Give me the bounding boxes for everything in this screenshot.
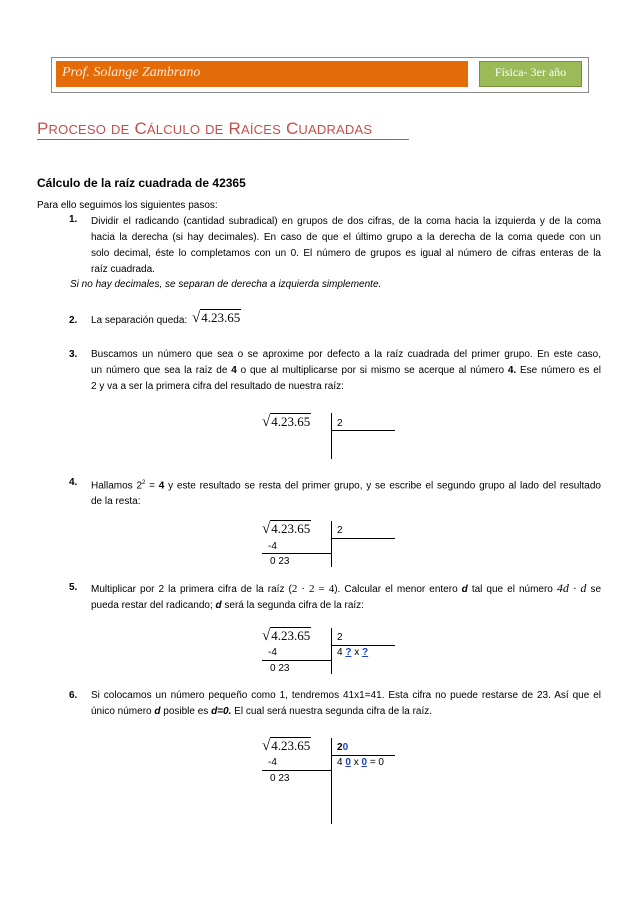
radical-expression-1: √4.23.65 bbox=[192, 310, 241, 326]
step-4-number: 4. bbox=[69, 477, 78, 488]
step-3-number: 3. bbox=[69, 349, 78, 360]
division-vertical-line bbox=[331, 628, 332, 674]
remainder: 0 23 bbox=[270, 663, 290, 674]
step-6-text: Si colocamos un número pequeño como 1, tendremos 41x1=41. Esta cifra no puede restarse de 23. Así que el único número d posible es d=0. El cual será nuestra segunda cifra de la raíz. bbox=[91, 690, 601, 717]
step-2-text: La separación queda: bbox=[91, 315, 188, 326]
step-1-text: Dividir el radicando (cantidad subradical) en grupos de dos cifras, de la coma hacia la izquierda y de la coma hacia la derecha (si hay decimales). En caso de que el último grupo a la derecha de la coma quede con un solo decimal, éste lo completamos con un 0. El número de grupos es igual al número de cifras enteras de la raíz cuadrada. bbox=[91, 216, 601, 275]
radical-expression-5: √4.23.65 bbox=[262, 738, 311, 754]
remainder: 0 23 bbox=[270, 556, 290, 567]
subtract-four: -4 bbox=[268, 757, 277, 768]
trial-product: 4 ? x ? bbox=[337, 647, 369, 658]
radical-expression-2: √4.23.65 bbox=[262, 414, 311, 430]
step-2-number: 2. bbox=[69, 315, 78, 326]
trial-product-result: 4 0 x 0 = 0 bbox=[337, 757, 384, 768]
page-title: PROCESO DE CÁLCULO DE RAÍCES CUADRADAS bbox=[37, 119, 373, 138]
root-digits: 20 bbox=[337, 742, 349, 753]
remainder: 0 23 bbox=[270, 773, 290, 784]
step-4-text: Hallamos $2^2 = 4$ y este resultado se resta del primer grupo, y se escribe el segundo grupo al lado del resultado de la resta: bbox=[91, 480, 601, 508]
step-5-text: Multiplicar por 2 la primera cifra de la raíz (2 · 2 = 4). Calcular el menor entero d tal que el número 4d · d se pueda restar del radicando; d será la segunda cifra de la raíz: bbox=[91, 581, 602, 611]
section-subtitle: Cálculo de la raíz cuadrada de 42365 bbox=[37, 176, 246, 190]
root-digit: 2 bbox=[337, 418, 343, 429]
step-6-number: 6. bbox=[69, 690, 78, 701]
root-digit: 2 bbox=[337, 632, 343, 643]
header-subject: Física- 3er año bbox=[494, 65, 567, 79]
step-3-text: Buscamos un número que sea o se aproxime por defecto a la raíz cuadrada del primer grupo. En este caso, un número que sea la raíz de 4 o que al multiplicarse por si mismo se acerque al número 4. Ese número es el 2 y va a ser la primera cifra del resultado de nuestra raíz: bbox=[91, 349, 601, 392]
step-5-number: 5. bbox=[69, 582, 78, 593]
division-vertical-line bbox=[331, 413, 332, 459]
root-digit: 2 bbox=[337, 525, 343, 536]
header-author: Prof. Solange Zambrano bbox=[62, 65, 201, 80]
division-vertical-line bbox=[331, 738, 332, 824]
intro-text: Para ello seguimos los siguientes pasos: bbox=[37, 200, 218, 211]
subtract-four: -4 bbox=[268, 647, 277, 658]
title-underline bbox=[37, 139, 409, 140]
subtract-four: -4 bbox=[268, 541, 277, 552]
division-vertical-line bbox=[331, 521, 332, 567]
step-1-number: 1. bbox=[69, 214, 78, 225]
radical-expression-4: √4.23.65 bbox=[262, 628, 311, 644]
radical-expression-3: √4.23.65 bbox=[262, 521, 311, 537]
step-1-note: Si no hay decimales, se separan de derecha a izquierda simplemente. bbox=[70, 279, 382, 290]
